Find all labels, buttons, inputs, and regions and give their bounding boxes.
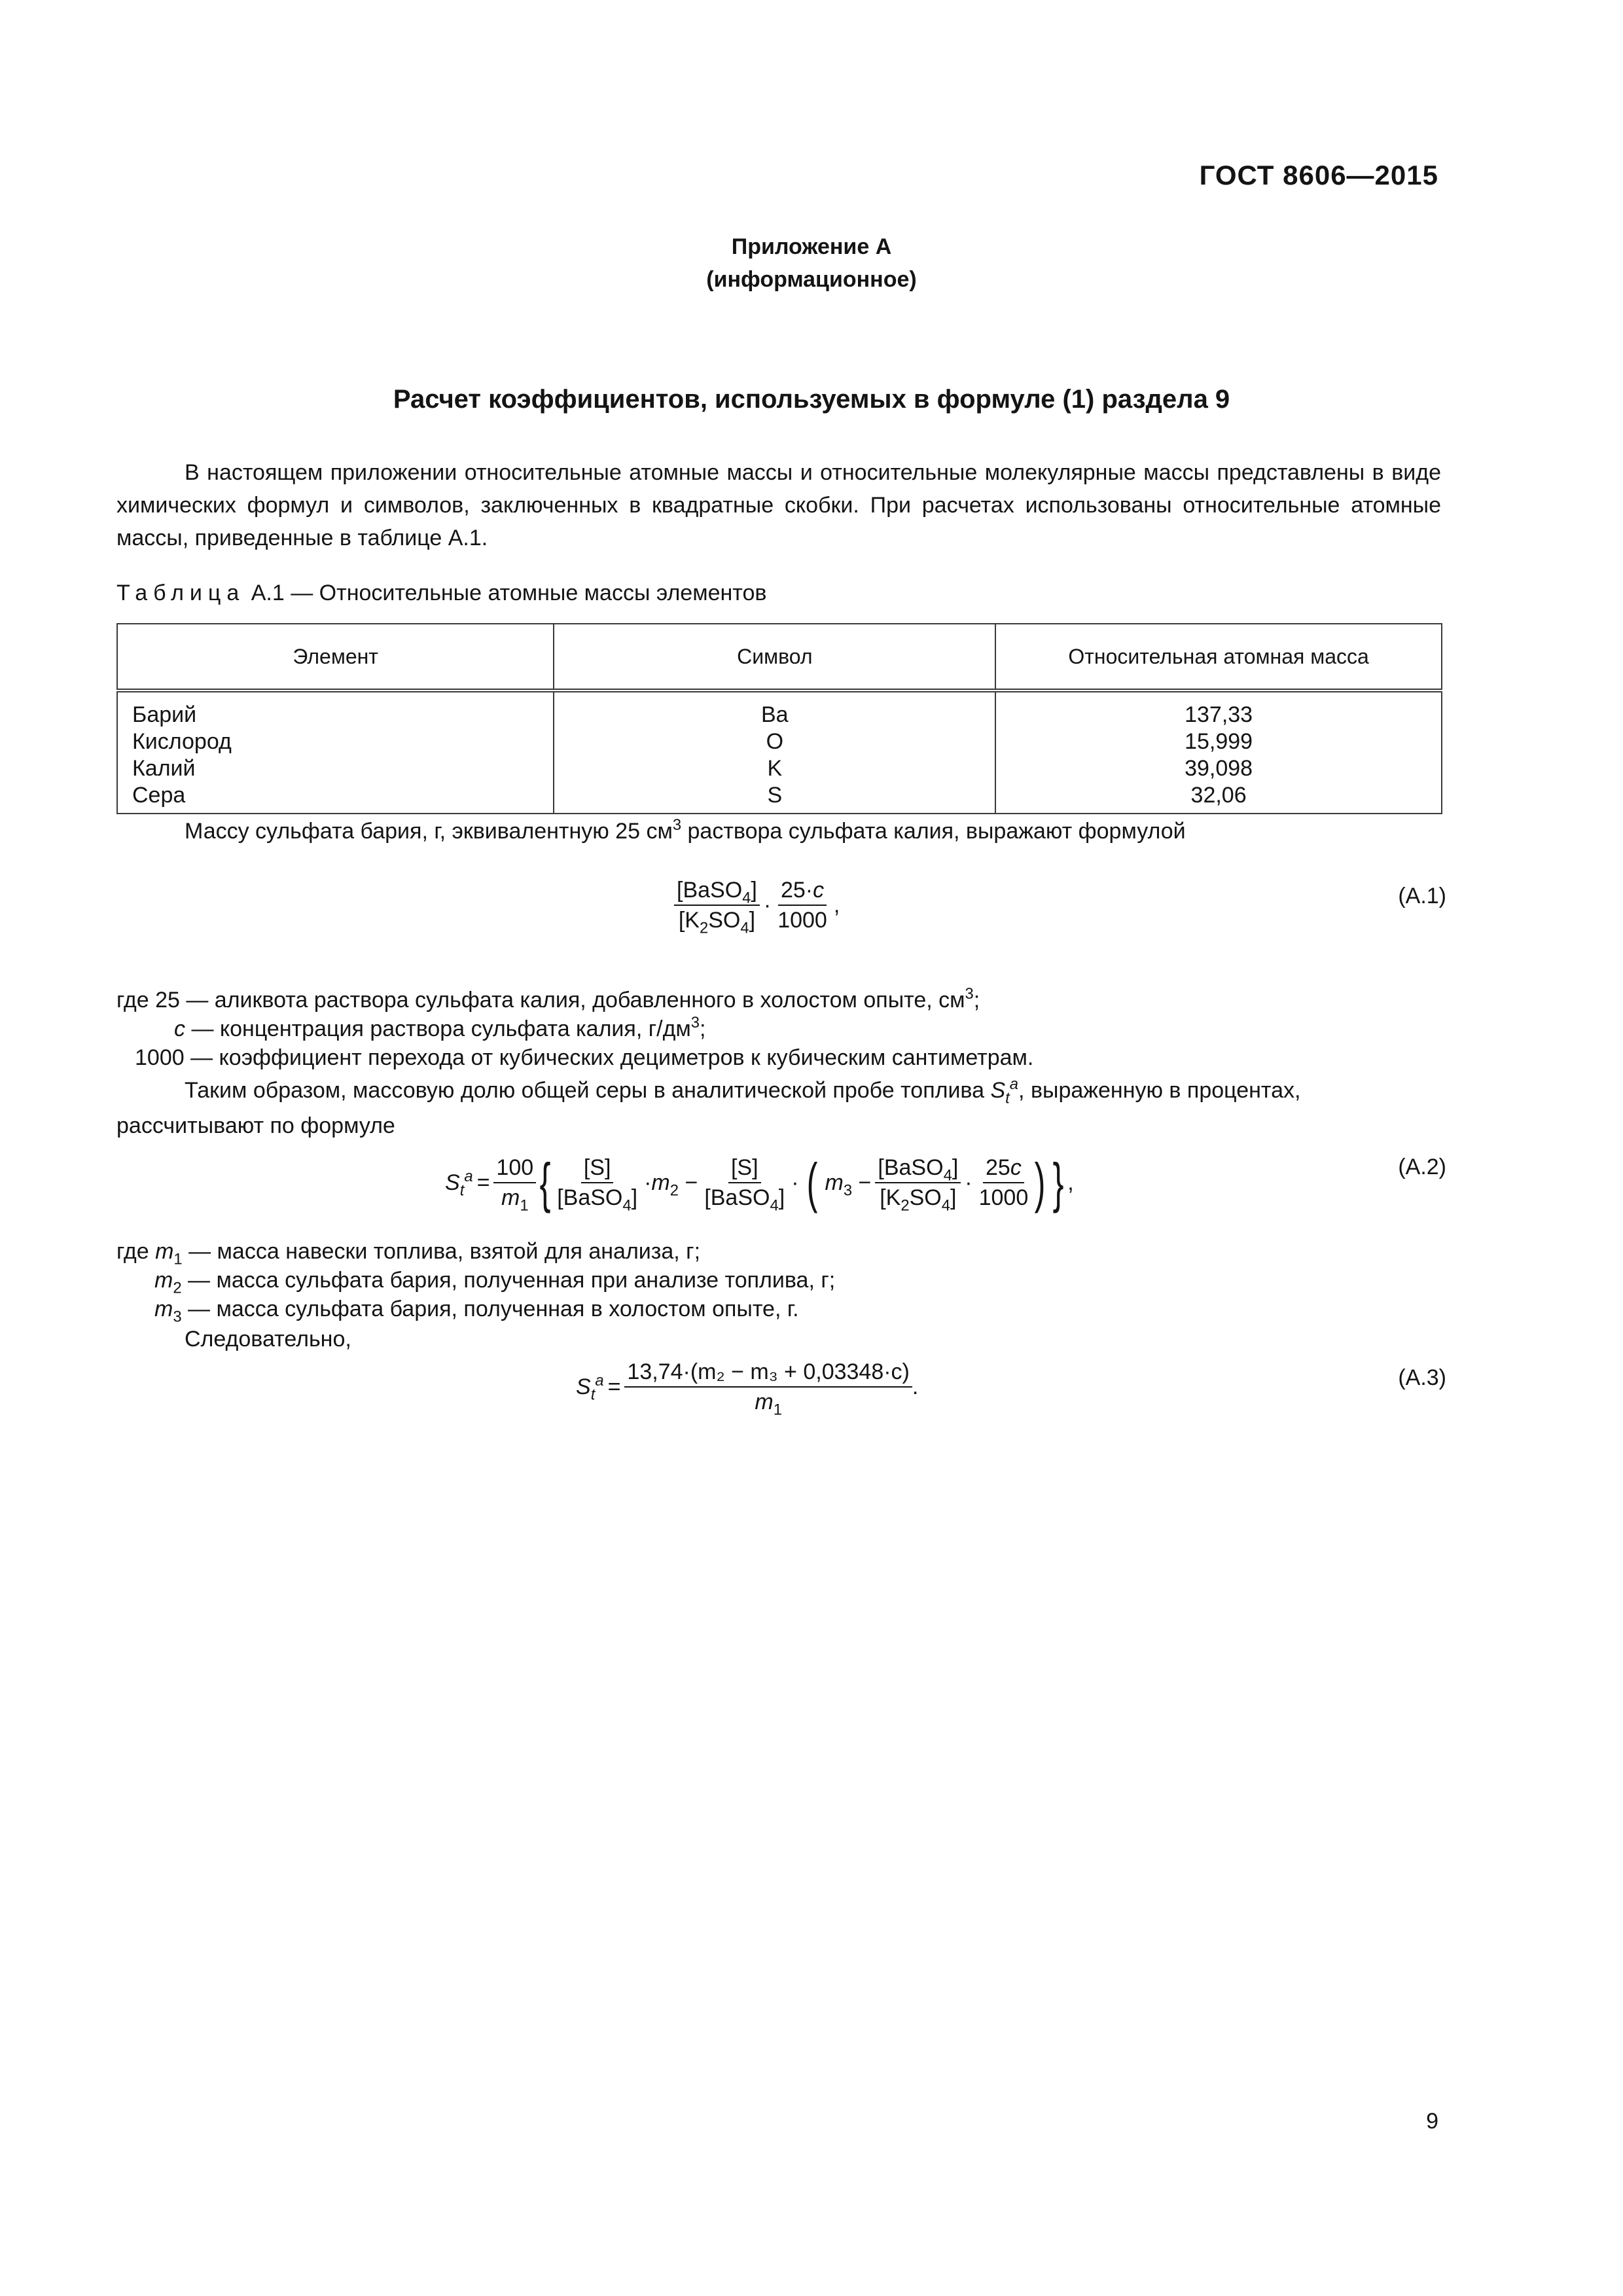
thus-text-continued: рассчитывают по формуле: [116, 1113, 395, 1138]
element-mass: 39,098: [995, 755, 1442, 782]
table-caption-prefix: Таблица: [116, 581, 245, 605]
intro-text: В настоящем приложении относительные атомные массы и относительные молекулярные массы представлены в виде химических формул и символов, заключенных в квадратные скобки. При расчетах использованы относительные атомные массы, приведенные в таблице А.1.: [116, 460, 1441, 550]
formula-a1: $\frac{[BaSO_4]}{[K_2SO_4]}$ · $\frac{25\cdot c}{1000}$ ,: [674, 877, 844, 933]
element-mass: 137,33: [995, 691, 1442, 728]
table-caption-text: А.1 — Относительные атомные массы элементов: [245, 581, 767, 605]
element-name: Сера: [117, 782, 554, 814]
table-row: [117, 691, 1442, 728]
thus-text: Таким образом, массовую долю общей серы в аналитической пробе топлива $S_t^a$, выраженную в процентах,: [185, 1075, 1301, 1107]
element-symbol: O: [554, 728, 995, 755]
element-mass: 15,999: [995, 728, 1442, 755]
annex-heading: [0, 230, 1623, 296]
mass-intro-text: Массу сульфата бария, г, эквивалентную 25 $см^3$ раствора сульфата калия, выражают формулой: [185, 816, 1186, 844]
equation-number-a2: (А.2): [1398, 1155, 1446, 1179]
m2-text: $m_2$ — масса сульфата бария, полученная при анализе топлива, г;: [154, 1268, 836, 1297]
element-name: Кислород: [117, 728, 554, 755]
header-mass: Относительная атомная масса: [995, 624, 1442, 691]
m3-text: $m_3$ — масса сульфата бария, полученная в холостом опыте, г.: [154, 1297, 799, 1326]
table-caption: [116, 581, 766, 606]
formula-a3: $S_t^a$ = $\frac{\text{13,74·(m₂ − m₃ + 0,03348·c)}}{m_1}$ .: [576, 1359, 919, 1419]
annex-title: Приложение А: [731, 234, 892, 259]
standard-number: ГОСТ 8606—2015: [1199, 160, 1438, 190]
table-row: [117, 728, 1442, 755]
formula-a3-numerator: 13,74·(m₂ − m₃ + 0,03348·c): [624, 1359, 912, 1388]
element-symbol: S: [554, 782, 995, 814]
table-row: [117, 755, 1442, 782]
table-row: [117, 782, 1442, 814]
element-mass: 32,06: [995, 782, 1442, 814]
element-symbol: K: [554, 755, 995, 782]
annex-subtitle: (информационное): [706, 267, 917, 292]
therefore-text: Следовательно,: [185, 1327, 351, 1352]
where-25-text: где 25 — аликвота раствора сульфата калия, добавленного в холостом опыте, $см^3$;: [116, 984, 980, 1013]
element-name: Калий: [117, 755, 554, 782]
element-name: Барий: [117, 691, 554, 728]
header-element: Элемент: [117, 624, 554, 691]
page-number: 9: [1426, 2109, 1438, 2134]
intro-paragraph: [116, 456, 1441, 554]
formula-a2: $S_t^a$ = $\frac{100}{m_1}$ { $\frac{[S]}{[BaSO_4]}$ $\cdot m_2$ − $\frac{[S]}{[BaSO_4]}$ · ( $m_3$ − $\frac{[BaSO_4]}{[K_2SO_4]}$ · $\frac{25c}{1000}$ ) } ,: [445, 1152, 1074, 1215]
atomic-mass-table: [116, 623, 1442, 814]
where-c-text: c — концентрация раствора сульфата калия, $г/дм^3$;: [174, 1013, 706, 1041]
element-symbol: Ba: [554, 691, 995, 728]
equation-number-a3: (А.3): [1398, 1365, 1446, 1390]
m1-text: где $m_1$ — масса навески топлива, взятой для анализа, г;: [116, 1239, 701, 1268]
header-symbol: Символ: [554, 624, 995, 691]
equation-number-a1: (А.1): [1398, 884, 1446, 908]
where-1000-text: 1000 — коэффициент перехода от кубических дециметров к кубическим сантиметрам.: [135, 1045, 1034, 1070]
section-title: Расчет коэффициентов, используемых в формуле (1) раздела 9: [393, 385, 1230, 414]
